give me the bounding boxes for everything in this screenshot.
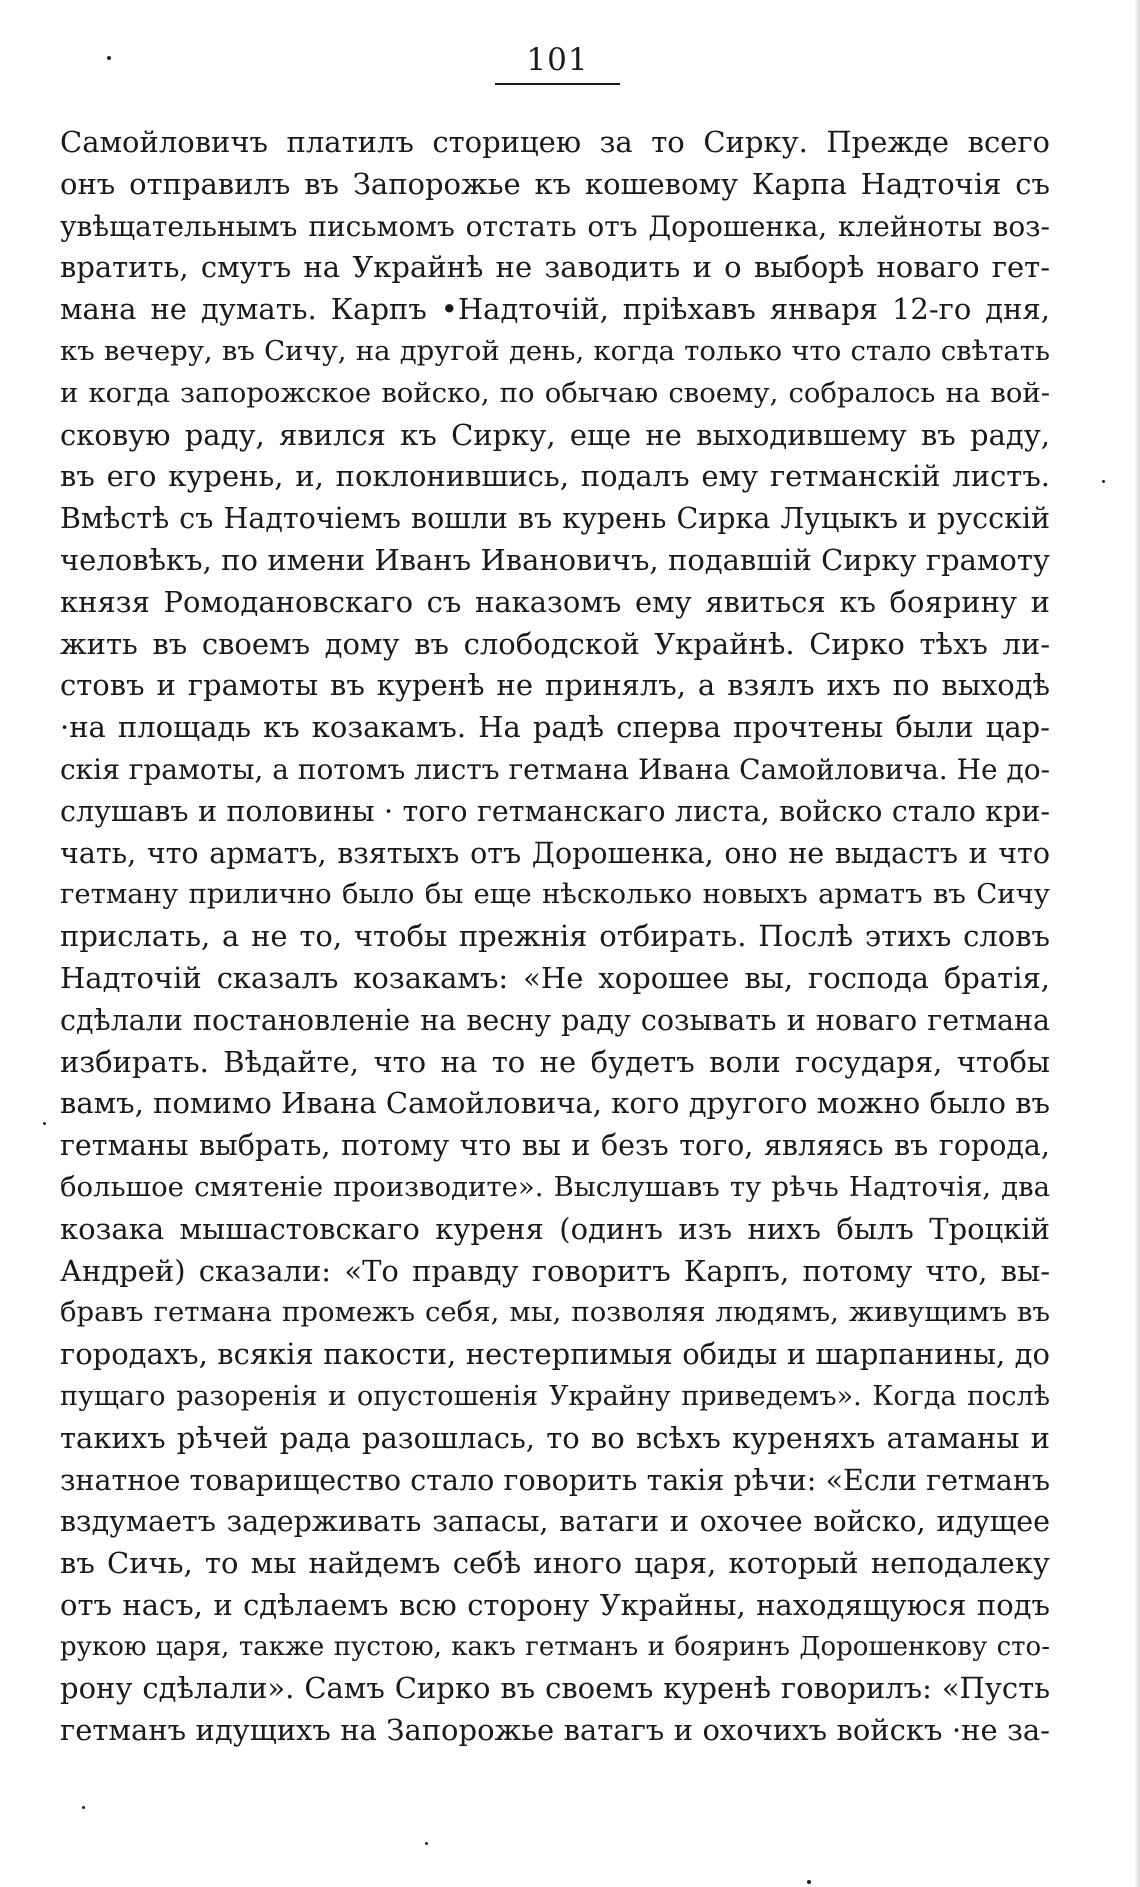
scan-speck bbox=[425, 1842, 428, 1845]
text-line: рону сдѣлали». Самъ Сирко въ своемъ куренѣ говорилъ: «Пусть bbox=[60, 1671, 1050, 1706]
text-line: въ его курень, и, поклонившись, подалъ ему гетманскій листъ. bbox=[60, 459, 1050, 494]
text-line: такихъ рѣчей рада разошлась, то во всѣхъ куреняхъ атаманы и bbox=[60, 1420, 1050, 1455]
body-text bbox=[60, 122, 1050, 1752]
text-line: ·на площадь къ козакамъ. На радѣ сперва прочтены были цар- bbox=[60, 710, 1050, 745]
text-line: сковую раду, явился къ Сирку, еще не выходившему въ раду, bbox=[60, 417, 1050, 452]
text-line: мана не думать. Карпъ •Надточій, пріѣхавъ января 12-го дня, bbox=[60, 292, 1050, 327]
text-line: скія грамоты, а потомъ листъ гетмана Ивана Самойловича. Не до- bbox=[60, 752, 1050, 786]
text-line: рукою царя, также пустою, какъ гетманъ и бояринъ Дорошенкову сто- bbox=[60, 1631, 1050, 1662]
scan-speck bbox=[107, 56, 111, 60]
text-line: жить въ своемъ дому въ слободской Украйнѣ. Сирко тѣхъ ли- bbox=[60, 626, 1050, 661]
text-line: пущаго разоренія и опустошенія Украйну приведемъ». Когда послѣ bbox=[60, 1380, 1050, 1412]
text-line: Андрей) сказали: «То правду говоритъ Карпъ, потому что, вы- bbox=[60, 1253, 1050, 1288]
text-line: знатное товарищество стало говорить такія рѣчи: «Если гетманъ bbox=[60, 1463, 1050, 1497]
text-line: большое смятеніе производите». Выслушавъ ту рѣчь Надточія, два bbox=[60, 1170, 1050, 1203]
text-line: вратить, смутъ на Украйнѣ не заводить и о выборѣ новаго гет- bbox=[60, 250, 1050, 285]
text-line: Самойловичъ платилъ сторицею за то Сирку. Прежде всего bbox=[60, 125, 1050, 159]
text-line: городахъ, всякія пакости, нестерпимыя обиды и шарпанины, до bbox=[60, 1337, 1050, 1372]
text-line: онъ отправилъ въ Запорожье къ кошевому Карпа Надточія съ bbox=[60, 166, 1050, 201]
scan-speck bbox=[1102, 480, 1105, 483]
scan-speck bbox=[807, 1880, 811, 1884]
scan-speck bbox=[82, 1806, 85, 1809]
text-line: увѣщательнымъ письмомъ отстать отъ Дорошенка, клейноты воз- bbox=[60, 209, 1050, 243]
text-line: вздумаетъ задерживать запасы, ватаги и охочее войско, идущее bbox=[60, 1505, 1050, 1539]
page-number: 101 bbox=[526, 42, 589, 78]
text-line: къ вечеру, въ Сичу, на другой день, когда только что стало свѣтать bbox=[60, 334, 1050, 367]
text-line: Надточій сказалъ козакамъ: «Не хорошее вы, господа братія, bbox=[60, 960, 1050, 995]
text-line: козака мышастовскаго куреня (одинъ изъ нихъ былъ Троцкій bbox=[60, 1211, 1050, 1246]
text-line: избирать. Вѣдайте, что на то не будетъ воли государя, чтобы bbox=[60, 1044, 1050, 1079]
text-line: стовъ и грамоты въ куренѣ не принялъ, а взялъ ихъ по выходѣ bbox=[60, 668, 1050, 703]
page-number-underline bbox=[495, 83, 620, 85]
text-line: гетманы выбрать, потому что вы и безъ того, являясь въ города, bbox=[60, 1129, 1050, 1163]
text-line: вамъ, помимо Ивана Самойловича, кого другого можно было въ bbox=[60, 1086, 1050, 1121]
text-line: и когда запорожское войско, по обычаю своему, собралось на вой- bbox=[60, 376, 1050, 409]
text-line: человѣкъ, по имени Иванъ Ивановичъ, подавшій Сирку грамоту bbox=[60, 542, 1050, 577]
text-line: сдѣлали постановленіе на весну раду созывать и новаго гетмана bbox=[60, 1003, 1050, 1037]
text-line: прислать, а не то, чтобы прежнія отбирать. Послѣ этихъ словъ bbox=[60, 919, 1050, 954]
text-line: гетману прилично было бы еще нѣсколько новыхъ арматъ въ Сичу bbox=[60, 878, 1050, 911]
text-line: слушавъ и половины · того гетманскаго листа, войско стало кри- bbox=[60, 794, 1050, 828]
scan-speck bbox=[43, 1122, 46, 1125]
text-line: отъ насъ, и сдѣлаемъ всю сторону Украйны, находящуюся подъ bbox=[60, 1587, 1050, 1622]
text-line: бравъ гетмана промежъ себя, мы, позволяя людямъ, живущимъ въ bbox=[60, 1296, 1050, 1329]
text-line: Вмѣстѣ съ Надточіемъ вошли въ курень Сирка Луцыкъ и русскій bbox=[60, 502, 1050, 536]
text-line: въ Сичь, то мы найдемъ себѣ иного царя, который неподалеку bbox=[60, 1546, 1050, 1581]
text-line: гетманъ идущихъ на Запорожье ватагъ и охочихъ войскъ ·не за- bbox=[60, 1713, 1050, 1748]
text-line: князя Ромодановскаго съ наказомъ ему явиться къ боярину и bbox=[60, 584, 1050, 619]
text-line: чать, что арматъ, взятыхъ отъ Дорошенка, оно не выдастъ и что bbox=[60, 836, 1050, 870]
page-edge bbox=[1134, 0, 1140, 1887]
